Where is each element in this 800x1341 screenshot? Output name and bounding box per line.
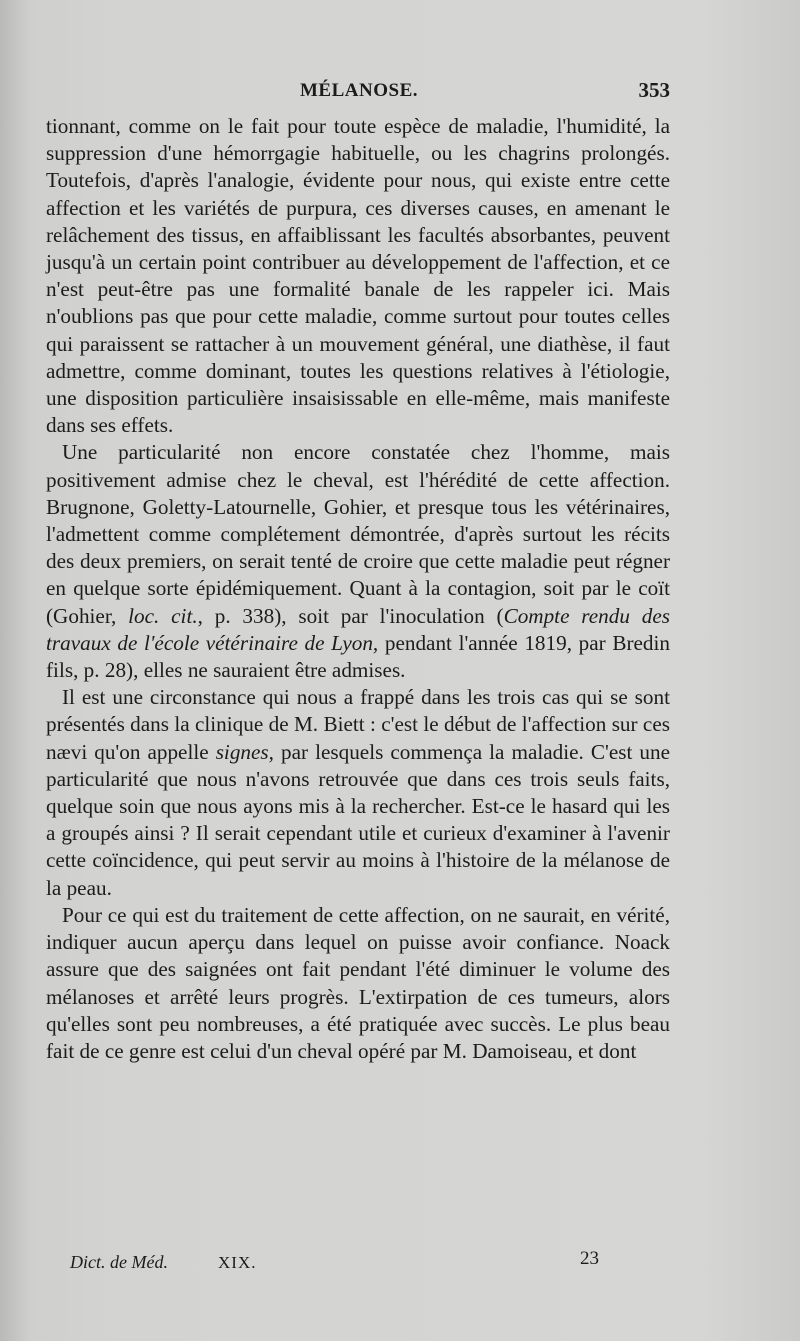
emphasis-signes: signes bbox=[215, 739, 269, 764]
citation-title: Compte rendu des travaux de l'école vétérinaire de Lyon, bbox=[46, 603, 670, 655]
page-footer bbox=[70, 1248, 610, 1278]
paragraph-2-text: Une particularité non encore constatée chez l'homme, mais positivement admise chez le cheval, est l'hérédité de cette affection. Brugnone, Goletty-Latournelle, Gohier, et presque tous les vétérinaires, l'admettent comme complétement démontrée, d'après surtout les récits des deux premiers, on serait tenté de croire que cette maladie peut régner en quelque sorte épidémiquement. Quant à la contagion, soit par le coït (Gohier, bbox=[46, 440, 670, 628]
sheet-number: 23 bbox=[580, 1248, 599, 1269]
paragraph-3 bbox=[46, 684, 670, 902]
running-title: MÉLANOSE. bbox=[300, 80, 418, 101]
paragraph-4-text: Pour ce qui est du traitement de cette affection, on ne saurait, en vérité, indiquer aucun aperçu dans lequel on puisse avoir confiance. Noack assure que des saignées ont fait pendant l'été diminuer le volume des mélanoses et arrêté leurs progrès. L'extirpation de ces tumeurs, alors qu'elles sont peu nombreuses, a été pratiquée avec succès. Le plus beau fait de ce genre est celui d'un cheval opéré par M. Damoiseau, et dont bbox=[46, 902, 670, 1063]
paragraph-3-text: , par lesquels commença la maladie. C'est une particularité que nous n'avons retrouvée que dans ces trois seuls faits, quelque soin que nous ayons mis à la rechercher. Est-ce le hasard qui les a groupés ainsi ? Il serait cependant utile et curieux d'examiner à l'avenir cette coïncidence, qui peut servir au moins à l'histoire de la mélanose de la peau. bbox=[46, 739, 670, 900]
paragraph-2-text: , p. 338), soit par l'inoculation ( bbox=[197, 603, 504, 628]
citation-loc-cit: loc. cit. bbox=[128, 603, 198, 628]
paragraph-2-text: pendant l'année 1819, par Bredin fils, p. 28), elles ne sauraient être admises. bbox=[46, 630, 670, 683]
paragraph-1-text: tionnant, comme on le fait pour toute espèce de maladie, l'humidité, la suppression d'une hémorrgagie habituelle, ou les chagrins prolongés. Toutefois, d'après l'analogie, évidente pour nous, qui existe entre cette affection et les variétés de purpura, ces diverses causes, en amenant le relâchement des tissus, en affaiblissant les facultés absorbantes, peuvent jusqu'à un certain point contribuer au développement de l'affection, et ce n'est peut-être pas une formalité banale de les rappeler ici. Mais n'oublions pas que pour cette maladie, comme surtout pour toutes celles qui paraissent se rattacher à un mouvement général, une diathèse, il faut admettre, comme dominant, toutes les questions relatives à l'étiologie, une disposition particulière insaisissable en elle-même, mais manifeste dans ses effets. bbox=[46, 114, 670, 438]
page-number: 353 bbox=[638, 78, 670, 102]
body-text bbox=[46, 113, 670, 1065]
paragraph-3-text: Il est une circonstance qui nous a frappé dans les trois cas qui se sont présentés dans la clinique de M. Biett : c'est le début de l'affection sur ces nævi qu'on appelle bbox=[46, 685, 670, 764]
page-header bbox=[48, 74, 672, 108]
paragraph-2 bbox=[46, 439, 670, 684]
paragraph-4 bbox=[46, 902, 670, 1065]
printer-signature: Dict. de Méd. bbox=[70, 1252, 168, 1272]
paragraph-1 bbox=[46, 113, 670, 439]
volume-number: XIX. bbox=[218, 1253, 257, 1272]
